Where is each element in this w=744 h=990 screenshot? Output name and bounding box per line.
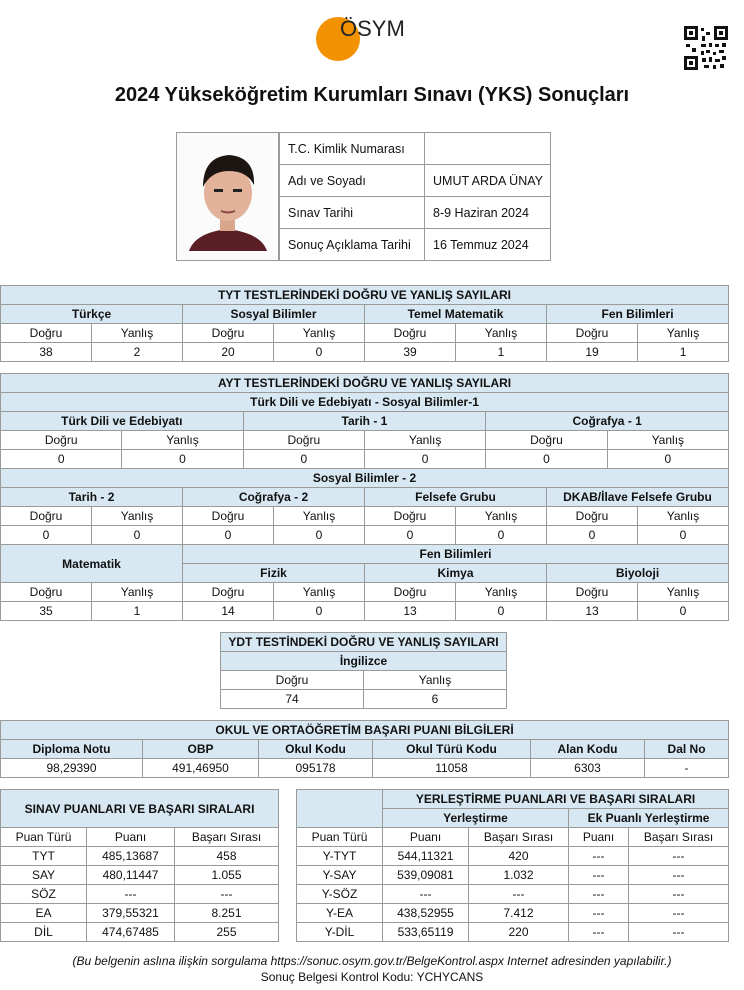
dogru-value: 20 [183, 343, 274, 362]
yanlis-value: 0 [364, 450, 485, 469]
yer-header: Puanı [383, 828, 469, 847]
sinav-cell: DİL [1, 923, 87, 942]
info-value [425, 133, 551, 165]
okul-value: 491,46950 [143, 759, 259, 778]
dogru-label: Doğru [486, 431, 607, 450]
okul-header: Diploma Notu [1, 740, 143, 759]
info-value: 8-9 Haziran 2024 [425, 197, 551, 229]
table-row [1, 847, 279, 866]
table-row [1, 904, 279, 923]
yer-header: Başarı Sırası [629, 828, 729, 847]
dogru-label: Doğru [1, 507, 92, 526]
yer-cell: --- [569, 904, 629, 923]
ydt-table [220, 632, 507, 709]
dogru-label: Doğru [547, 583, 638, 602]
yer-cell: --- [569, 847, 629, 866]
osym-logo [316, 16, 426, 66]
yer-corner [297, 790, 383, 828]
yanlis-label: Yanlış [122, 431, 243, 450]
ayt-group2-table [0, 468, 729, 545]
ayt-group2-title: Sosyal Bilimler - 2 [1, 469, 729, 488]
yer-cell: 420 [469, 847, 569, 866]
table-row [1, 923, 279, 942]
okul-title: OKUL VE ORTAÖĞRETİM BAŞARI PUANI BİLGİLERİ [1, 721, 729, 740]
yer-cell: --- [469, 885, 569, 904]
dogru-value: 0 [365, 526, 456, 545]
sinav-cell: --- [175, 885, 279, 904]
yanlis-label: Yanlış [92, 507, 183, 526]
dogru-value: 0 [1, 450, 122, 469]
info-value: UMUT ARDA ÜNAY [425, 165, 551, 197]
yer-cell: --- [629, 904, 729, 923]
qr-code-icon [684, 26, 728, 70]
sinav-cell: --- [87, 885, 175, 904]
yerlestirme-table [296, 789, 729, 942]
ayt-math-fen-table [0, 544, 729, 621]
yer-cell: --- [383, 885, 469, 904]
yanlis-value: 0 [274, 602, 365, 621]
ydt-yanlis-label: Yanlış [364, 671, 507, 690]
subject-name: Coğrafya - 2 [183, 488, 365, 507]
okul-table [0, 720, 729, 778]
okul-value: 98,29390 [1, 759, 143, 778]
dogru-label: Doğru [183, 507, 274, 526]
yanlis-value: 0 [638, 602, 729, 621]
dogru-label: Doğru [183, 324, 274, 343]
yer-cell: --- [629, 866, 729, 885]
info-row [280, 165, 551, 197]
info-label: Sınav Tarihi [280, 197, 425, 229]
dogru-label: Doğru [547, 507, 638, 526]
ayt-group1-title: Türk Dili ve Edebiyatı - Sosyal Bilimler-1 [1, 393, 729, 412]
yer-cell: Y-DİL [297, 923, 383, 942]
page-title: 2024 Yükseköğretim Kurumları Sınavı (YKS) Sonuçları [114, 84, 630, 106]
table-row [297, 904, 729, 923]
okul-header: Alan Kodu [531, 740, 645, 759]
photo-frame [176, 132, 279, 261]
dogru-value: 35 [1, 602, 92, 621]
yanlis-label: Yanlış [638, 324, 729, 343]
tyt-table [0, 285, 729, 362]
yer-sub1: Yerleştirme [383, 809, 569, 828]
subject-name: Türk Dili ve Edebiyatı [1, 412, 244, 431]
ayt-table [0, 373, 729, 469]
sinav-cell: TYT [1, 847, 87, 866]
fen-title: Fen Bilimleri [183, 545, 729, 564]
yer-sub2: Ek Puanlı Yerleştirme [569, 809, 729, 828]
sinav-cell: 458 [175, 847, 279, 866]
yanlis-label: Yanlış [607, 431, 728, 450]
info-row [280, 229, 551, 261]
yer-cell: --- [629, 885, 729, 904]
yanlis-label: Yanlış [274, 324, 365, 343]
logo-text: ÖSYM [340, 16, 405, 41]
yanlis-label: Yanlış [274, 583, 365, 602]
okul-value: 11058 [373, 759, 531, 778]
sinav-cell: 480,11447 [87, 866, 175, 885]
ayt-title: AYT TESTLERİNDEKİ DOĞRU VE YANLIŞ SAYILARI [1, 374, 729, 393]
yanlis-value: 0 [122, 450, 243, 469]
table-row [297, 923, 729, 942]
table-row [1, 885, 279, 904]
dogru-value: 38 [1, 343, 92, 362]
yer-cell: --- [629, 923, 729, 942]
dogru-value: 39 [365, 343, 456, 362]
dogru-label: Doğru [183, 583, 274, 602]
dogru-label: Doğru [243, 431, 364, 450]
yanlis-value: 0 [92, 526, 183, 545]
subject-name: Sosyal Bilimler [183, 305, 365, 324]
dogru-value: 0 [1, 526, 92, 545]
sinav-cell: 1.055 [175, 866, 279, 885]
yanlis-value: 0 [456, 602, 547, 621]
yer-cell: 1.032 [469, 866, 569, 885]
table-row [297, 866, 729, 885]
info-label: Adı ve Soyadı [280, 165, 425, 197]
yer-cell: 544,11321 [383, 847, 469, 866]
ydt-dogru-value: 74 [221, 690, 364, 709]
yer-cell: --- [569, 866, 629, 885]
table-row [1, 866, 279, 885]
subject-name: Fizik [183, 564, 365, 583]
dogru-value: 13 [547, 602, 638, 621]
dogru-label: Doğru [365, 324, 456, 343]
ydt-dogru-label: Doğru [221, 671, 364, 690]
yanlis-value: 2 [92, 343, 183, 362]
yer-header: Puanı [569, 828, 629, 847]
yanlis-value: 1 [92, 602, 183, 621]
yanlis-value: 1 [456, 343, 547, 362]
yer-cell: --- [629, 847, 729, 866]
dogru-value: 14 [183, 602, 274, 621]
candidate-photo [177, 133, 278, 260]
ydt-title: YDT TESTİNDEKİ DOĞRU VE YANLIŞ SAYILARI [221, 633, 507, 652]
tyt-title: TYT TESTLERİNDEKİ DOĞRU VE YANLIŞ SAYILARI [1, 286, 729, 305]
yanlis-label: Yanlış [456, 507, 547, 526]
yer-cell: 539,09081 [383, 866, 469, 885]
sinav-cell: 8.251 [175, 904, 279, 923]
dogru-label: Doğru [1, 324, 92, 343]
yer-cell: Y-SAY [297, 866, 383, 885]
table-row [297, 885, 729, 904]
yanlis-label: Yanlış [92, 583, 183, 602]
dogru-label: Doğru [365, 583, 456, 602]
dogru-label: Doğru [365, 507, 456, 526]
subject-name: Tarih - 1 [243, 412, 486, 431]
yanlis-value: 1 [638, 343, 729, 362]
info-label: T.C. Kimlik Numarası [280, 133, 425, 165]
yer-cell: Y-EA [297, 904, 383, 923]
yanlis-value: 0 [607, 450, 728, 469]
dogru-value: 13 [365, 602, 456, 621]
footer-note: (Bu belgenin aslına ilişkin sorgulama https://sonuc.osym.gov.tr/BelgeKontrol.aspx Internet adresinden yapılabilir.) [72, 954, 672, 968]
sinav-cell: 379,55321 [87, 904, 175, 923]
subject-name: Türkçe [1, 305, 183, 324]
dogru-value: 0 [547, 526, 638, 545]
subject-name: Fen Bilimleri [547, 305, 729, 324]
subject-name: Temel Matematik [365, 305, 547, 324]
subject-name: Kimya [365, 564, 547, 583]
sinav-header: Başarı Sırası [175, 828, 279, 847]
sinav-cell: SAY [1, 866, 87, 885]
ydt-yanlis-value: 6 [364, 690, 507, 709]
yanlis-value: 0 [274, 526, 365, 545]
yer-cell: --- [569, 923, 629, 942]
subject-name: Tarih - 2 [1, 488, 183, 507]
candidate-info-table [279, 132, 551, 261]
math-label: Matematik [1, 545, 183, 583]
sinav-puanlari-table [0, 789, 279, 942]
table-row [297, 847, 729, 866]
dogru-value: 0 [183, 526, 274, 545]
sinav-cell: EA [1, 904, 87, 923]
sinav-cell: 474,67485 [87, 923, 175, 942]
dogru-value: 0 [243, 450, 364, 469]
sinav-header: Puan Türü [1, 828, 87, 847]
okul-header: Okul Kodu [259, 740, 373, 759]
yer-cell: 7.412 [469, 904, 569, 923]
info-value: 16 Temmuz 2024 [425, 229, 551, 261]
okul-value: - [645, 759, 729, 778]
okul-header: Okul Türü Kodu [373, 740, 531, 759]
footer-code: Sonuç Belgesi Kontrol Kodu: YCHYCANS [260, 970, 484, 984]
dogru-label: Doğru [547, 324, 638, 343]
yer-header: Başarı Sırası [469, 828, 569, 847]
yer-cell: 438,52955 [383, 904, 469, 923]
ydt-subject: İngilizce [221, 652, 507, 671]
yer-header: Puan Türü [297, 828, 383, 847]
info-row [280, 133, 551, 165]
yanlis-label: Yanlış [638, 583, 729, 602]
subject-name: DKAB/İlave Felsefe Grubu [547, 488, 729, 507]
dogru-label: Doğru [1, 583, 92, 602]
dogru-value: 0 [486, 450, 607, 469]
sinav-title: SINAV PUANLARI VE BAŞARI SIRALARI [1, 790, 279, 828]
okul-header: OBP [143, 740, 259, 759]
subject-name: Coğrafya - 1 [486, 412, 729, 431]
yer-cell: Y-TYT [297, 847, 383, 866]
info-row [280, 197, 551, 229]
dogru-value: 19 [547, 343, 638, 362]
subject-name: Felsefe Grubu [365, 488, 547, 507]
yanlis-label: Yanlış [274, 507, 365, 526]
okul-value: 095178 [259, 759, 373, 778]
yer-cell: --- [569, 885, 629, 904]
okul-value: 6303 [531, 759, 645, 778]
sinav-cell: SÖZ [1, 885, 87, 904]
yer-cell: 533,65119 [383, 923, 469, 942]
yer-cell: Y-SÖZ [297, 885, 383, 904]
info-label: Sonuç Açıklama Tarihi [280, 229, 425, 261]
yanlis-label: Yanlış [92, 324, 183, 343]
yanlis-label: Yanlış [638, 507, 729, 526]
yanlis-label: Yanlış [364, 431, 485, 450]
yer-cell: 220 [469, 923, 569, 942]
yanlis-label: Yanlış [456, 583, 547, 602]
yanlis-label: Yanlış [456, 324, 547, 343]
subject-name: Biyoloji [547, 564, 729, 583]
sinav-header: Puanı [87, 828, 175, 847]
yanlis-value: 0 [274, 343, 365, 362]
yer-title: YERLEŞTİRME PUANLARI VE BAŞARI SIRALARI [383, 790, 729, 809]
sinav-cell: 485,13687 [87, 847, 175, 866]
yanlis-value: 0 [638, 526, 729, 545]
sinav-cell: 255 [175, 923, 279, 942]
okul-header: Dal No [645, 740, 729, 759]
yanlis-value: 0 [456, 526, 547, 545]
dogru-label: Doğru [1, 431, 122, 450]
